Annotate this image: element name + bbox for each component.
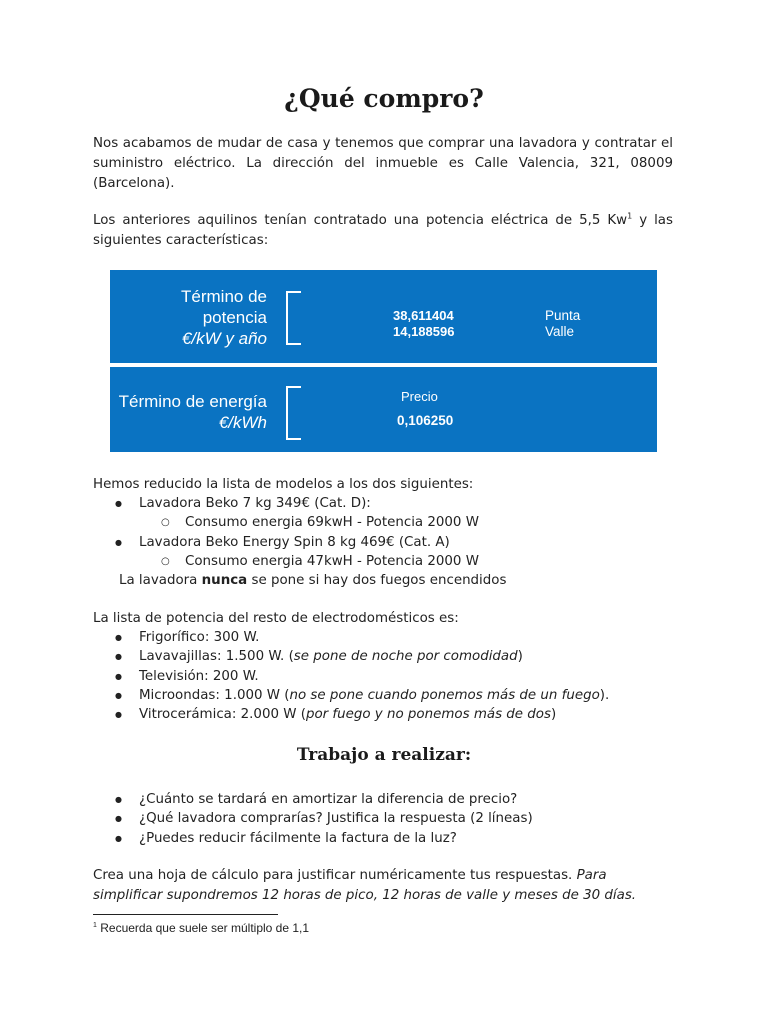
appliances-intro: La lista de potencia del resto de electrodomésticos es: xyxy=(93,611,459,626)
model-item: ● Lavadora Beko Energy Spin 8 kg 469€ (Cat. A) xyxy=(93,533,693,552)
appliance-item xyxy=(93,628,693,647)
question-item: ● ¿Qué lavadora comprarías? Justifica la respuesta (2 líneas) xyxy=(93,809,693,828)
energia-label-line1: Término de energía xyxy=(118,392,267,411)
model-detail: ○ Consumo energia 69kwH - Potencia 2000 W xyxy=(93,513,693,532)
energia-bracket xyxy=(286,386,301,440)
intro-p2-end: y las siguientes características: xyxy=(93,213,673,248)
potencia-bracket xyxy=(286,291,301,345)
potencia-label-line2: potencia xyxy=(202,308,267,327)
model-note-pre: La lavadora xyxy=(119,573,202,589)
footnote-mark: 1 xyxy=(93,922,97,929)
models-list xyxy=(93,494,693,590)
potencia-label-valle: Valle xyxy=(545,324,575,339)
potencia-label-line3: €/kW y año xyxy=(181,329,267,348)
energia-price-value: 0,106250 xyxy=(397,413,454,428)
page-title: ¿Qué compro? xyxy=(284,84,484,113)
footnote-ref: 1 xyxy=(627,211,633,221)
footnote-divider xyxy=(93,914,278,915)
model-item: ● Lavadora Beko 7 kg 349€ (Cat. D): xyxy=(93,494,693,513)
question-item: ● ¿Puedes reducir fácilmente la factura de la luz? xyxy=(93,829,693,848)
question-item: ● ¿Cuánto se tardará en amortizar la diferencia de precio? xyxy=(93,790,693,809)
appliances-list xyxy=(93,628,693,724)
appliance-item xyxy=(93,686,693,705)
energia-price-label: Precio xyxy=(401,389,438,404)
appliance-text: Televisión: 200 W. xyxy=(139,668,259,684)
model-note xyxy=(93,571,693,590)
model-detail: ○ Consumo energia 47kwH - Potencia 2000 W xyxy=(93,552,693,571)
intro-paragraph-1: Nos acabamos de mudar de casa y tenemos que comprar una lavadora y contratar el suministro eléctrico. La dirección del inmueble es Calle Valencia, 321, 08009 (Barcelona). xyxy=(93,136,673,191)
potencia-value-punta: 38,611404 xyxy=(393,308,454,323)
appliance-text: Vitrocerámica: 2.000 W ( xyxy=(139,707,306,723)
potencia-value-valle: 14,188596 xyxy=(393,324,455,339)
appliance-text: Lavavajillas: 1.500 W. ( xyxy=(139,649,294,665)
appliance-note: se pone de noche por comodidad xyxy=(293,649,518,665)
intro-p2-text: Los anteriores aquilinos tenían contratado una potencia eléctrica de 5,5 Kw xyxy=(93,213,628,228)
footnote xyxy=(93,921,309,935)
potencia-label-punta: Punta xyxy=(545,308,581,323)
closing-normal: Crea una hoja de cálculo para justificar numéricamente tus respuestas. xyxy=(93,868,577,883)
footnote-text: Recuerda que suele ser múltiplo de 1,1 xyxy=(96,921,310,935)
tariff-energia-panel xyxy=(110,367,657,452)
energia-label xyxy=(119,391,267,433)
questions-list xyxy=(93,790,693,848)
models-intro: Hemos reducido la lista de modelos a los dos siguientes: xyxy=(93,477,474,492)
closing-italic: Para simplificar supondremos 12 horas de pico, 12 horas de valle y meses de 30 días. xyxy=(93,868,637,903)
energia-label-line2: €/kWh xyxy=(218,413,267,432)
model-note-post: se pone si hay dos fuegos encendidos xyxy=(247,573,507,589)
appliance-end: ) xyxy=(550,707,557,723)
potencia-label xyxy=(181,286,267,349)
appliance-end: ) xyxy=(517,649,523,665)
appliance-item xyxy=(93,705,693,724)
appliance-item xyxy=(93,647,693,666)
appliance-text: Microondas: 1.000 W ( xyxy=(139,687,290,703)
closing-paragraph xyxy=(93,866,673,906)
intro-paragraph-2 xyxy=(93,211,673,251)
appliance-note: por fuego y no ponemos más de dos xyxy=(305,707,551,723)
work-title: Trabajo a realizar: xyxy=(296,745,472,765)
appliance-text: Frigorífico: 300 W. xyxy=(139,630,260,645)
appliance-end: ). xyxy=(599,687,610,703)
appliance-item xyxy=(93,667,693,686)
appliance-note: no se pone cuando ponemos más de un fuego xyxy=(289,687,600,703)
potencia-label-line1: Término de xyxy=(181,287,267,306)
model-note-bold: nunca xyxy=(201,573,248,589)
tariff-potencia-panel xyxy=(110,270,657,363)
